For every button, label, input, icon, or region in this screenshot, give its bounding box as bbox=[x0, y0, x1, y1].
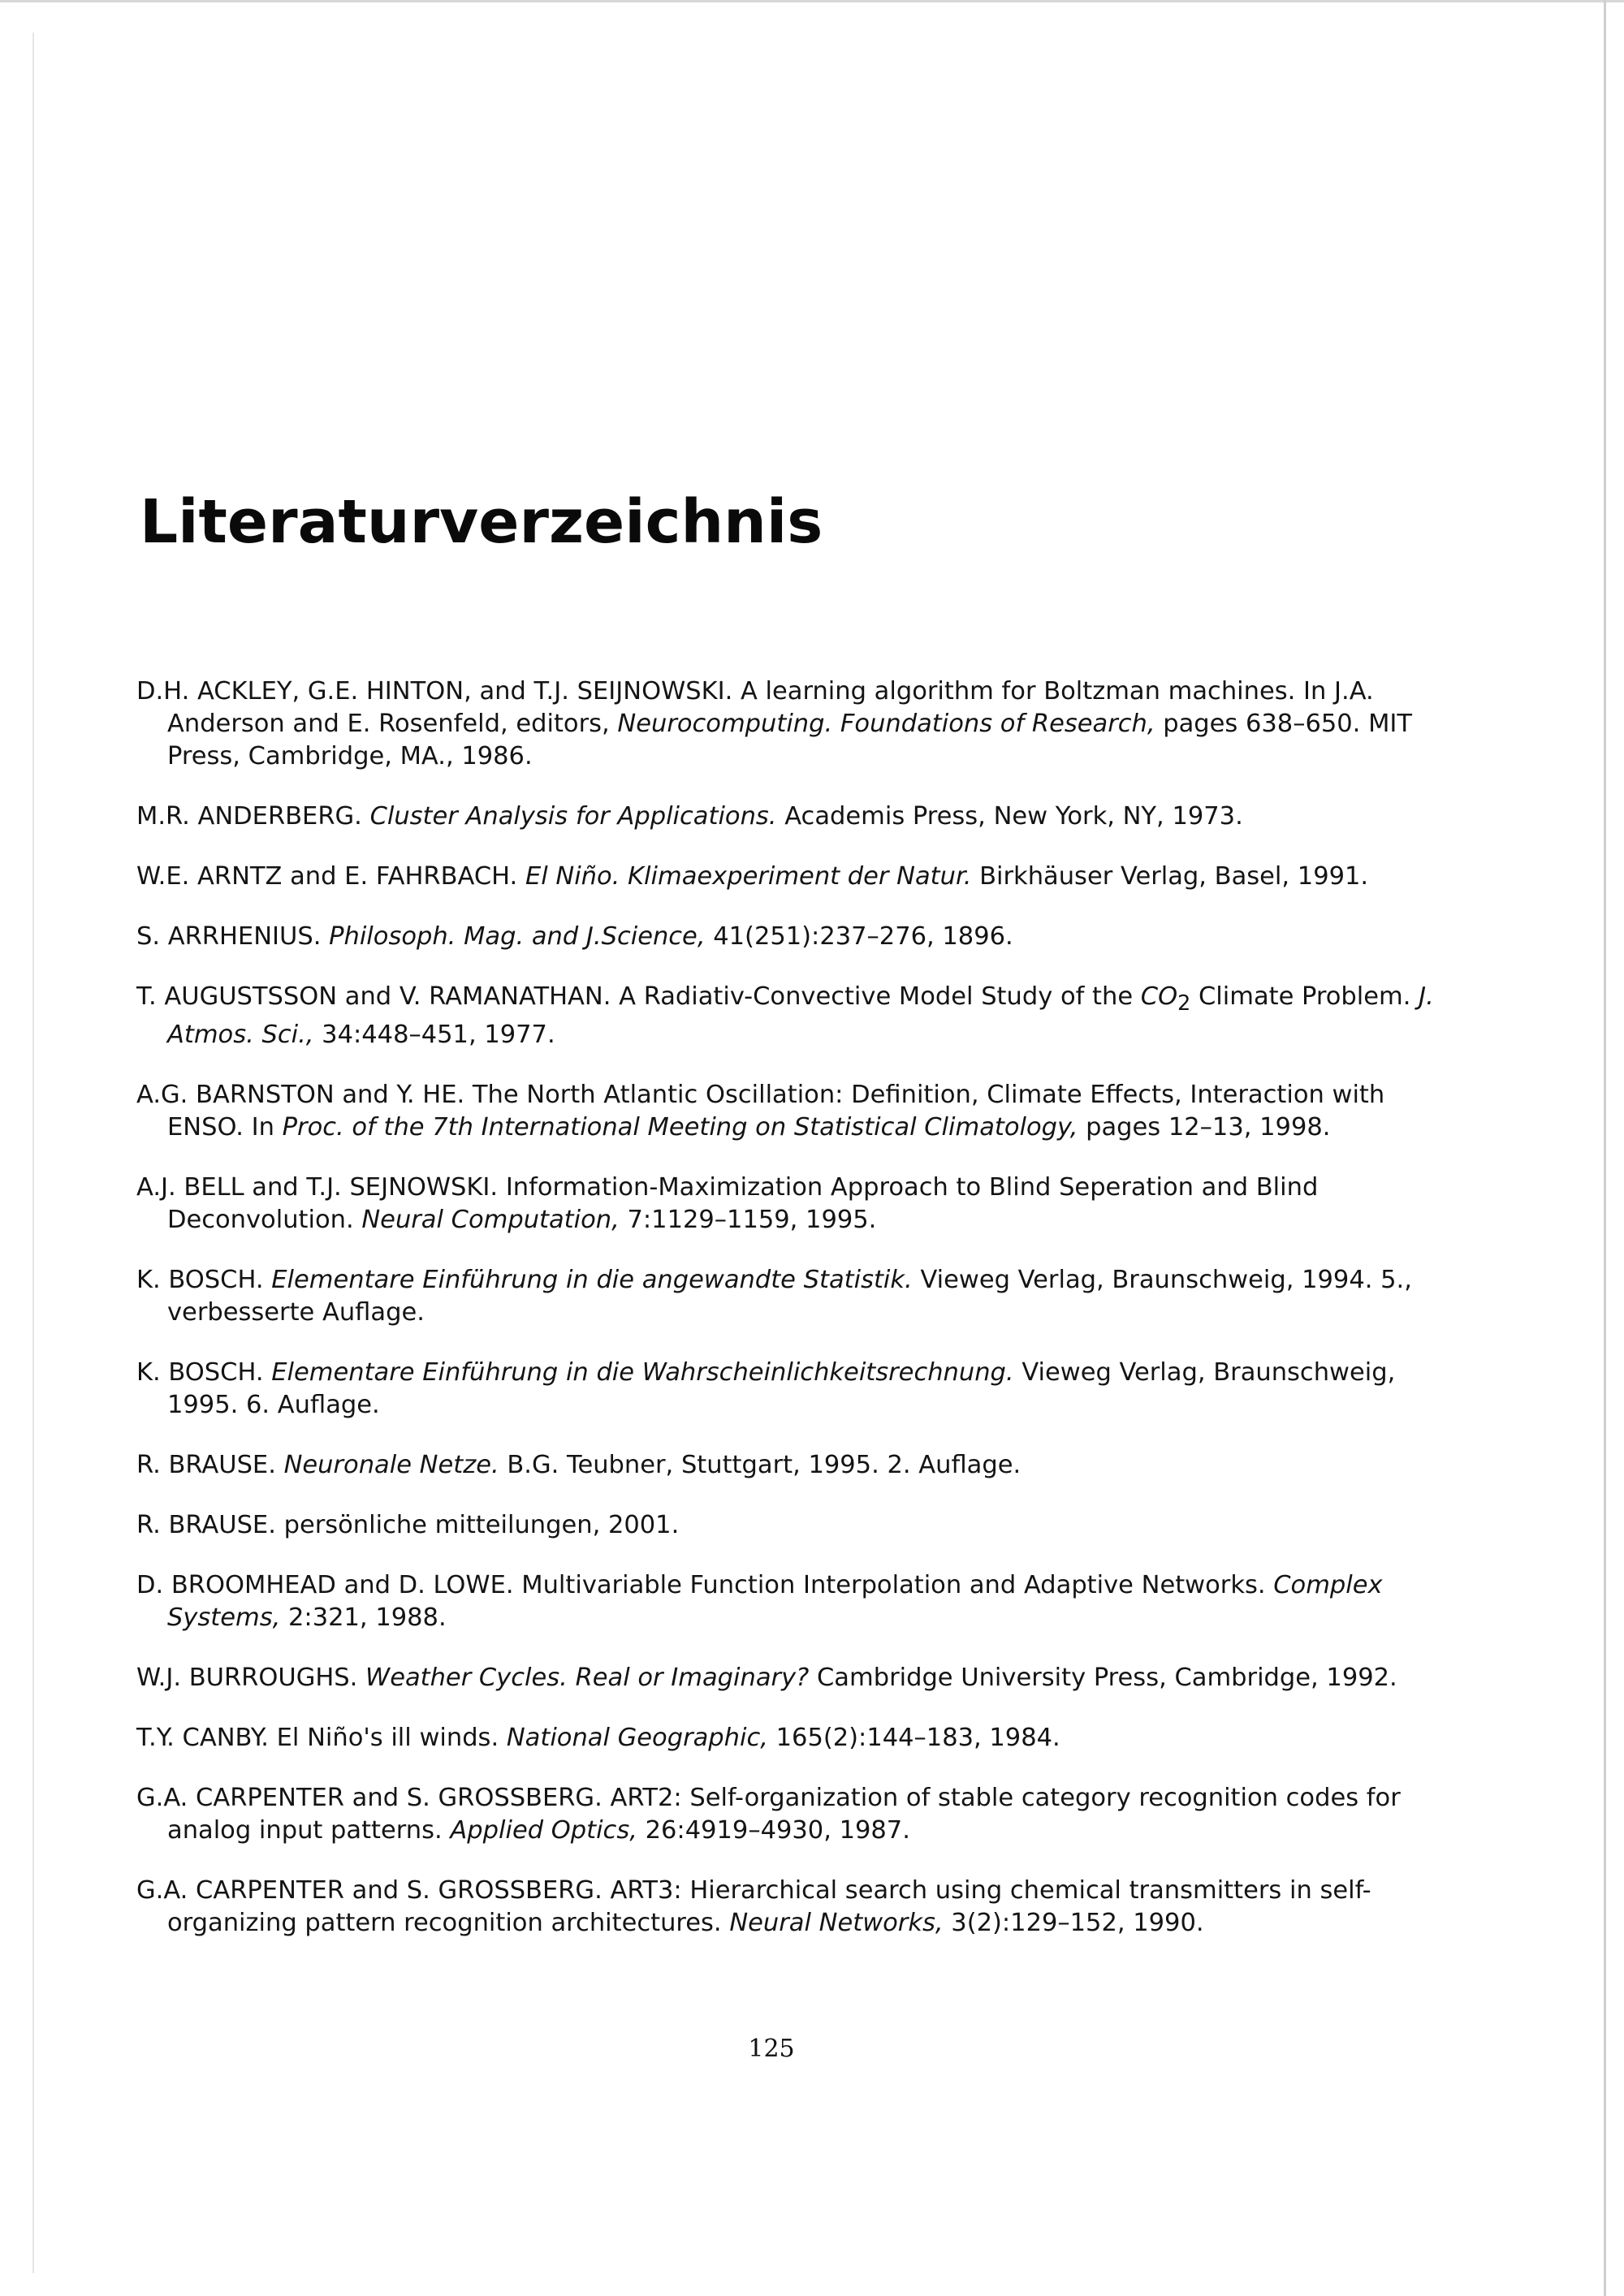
ref-authors: K. BOSCH. bbox=[136, 1266, 264, 1295]
ref-details: 41(251):237–276, 1896. bbox=[713, 922, 1013, 951]
ref-text-2: Climate Problem. bbox=[1198, 982, 1411, 1011]
ref-italic: Weather Cycles. Real or Imaginary? bbox=[365, 1664, 810, 1693]
reference-entry bbox=[136, 1449, 1436, 1482]
ref-details: 165(2):144–183, 1984. bbox=[775, 1724, 1060, 1753]
ref-text: The North Atlantic Oscillation: Definition, Climate Effects, Interaction with ENSO. In bbox=[167, 1081, 1385, 1142]
ref-authors: W.E. ARNTZ and E. FAHRBACH. bbox=[136, 862, 518, 891]
ref-authors: R. BRAUSE. bbox=[136, 1511, 276, 1540]
ref-details: pages 12–13, 1998. bbox=[1086, 1113, 1331, 1142]
reference-entry bbox=[136, 801, 1436, 833]
ref-italic: Neural Networks, bbox=[729, 1909, 944, 1938]
reference-list bbox=[136, 675, 1436, 1967]
page-number: 125 bbox=[748, 2035, 795, 2063]
ref-text: A Radiativ-Convective Model Study of the bbox=[619, 982, 1134, 1011]
scan-edge-right bbox=[1604, 0, 1606, 2296]
ref-text: El Niño's ill winds. bbox=[276, 1724, 499, 1753]
reference-entry bbox=[136, 921, 1436, 953]
ref-authors: K. BOSCH. bbox=[136, 1358, 264, 1388]
ref-details: 2:321, 1988. bbox=[288, 1603, 447, 1633]
ref-authors: G.A. CARPENTER and S. GROSSBERG. bbox=[136, 1876, 603, 1905]
ref-details: 3(2):129–152, 1990. bbox=[951, 1909, 1204, 1938]
ref-italic: Neurocomputing. Foundations of Research, bbox=[617, 710, 1155, 738]
ref-authors: D. BROOMHEAD and D. LOWE. bbox=[136, 1571, 514, 1600]
ref-details: Vieweg Verlag, Braunschweig, 1995. 6. Auflage. bbox=[167, 1358, 1396, 1420]
ref-formula: CO bbox=[1140, 982, 1178, 1011]
ref-text: Multivariable Function Interpolation and Adaptive Networks. bbox=[521, 1571, 1266, 1600]
ref-details: 26:4919–4930, 1987. bbox=[645, 1816, 910, 1845]
reference-entry bbox=[136, 1079, 1436, 1144]
reference-entry bbox=[136, 1782, 1436, 1847]
ref-italic: Neuronale Netze. bbox=[283, 1451, 499, 1480]
ref-italic: El Niño. Klimaexperiment der Natur. bbox=[525, 862, 972, 891]
ref-text: persönliche mitteilungen, 2001. bbox=[283, 1511, 680, 1540]
ref-authors: G.A. CARPENTER and S. GROSSBERG. bbox=[136, 1784, 603, 1813]
ref-authors: A.G. BARNSTON and Y. HE. bbox=[136, 1081, 465, 1110]
ref-text: A learning algorithm for Boltzman machines. In J.A. Anderson and E. Rosenfeld, editors, bbox=[167, 677, 1374, 738]
reference-entry bbox=[136, 1357, 1436, 1422]
ref-italic: Complex Systems, bbox=[167, 1571, 1383, 1633]
ref-details: Cambridge University Press, Cambridge, 1992. bbox=[817, 1664, 1397, 1693]
ref-details: 7:1129–1159, 1995. bbox=[627, 1206, 877, 1235]
ref-italic: Applied Optics, bbox=[450, 1816, 637, 1845]
ref-italic: Elementare Einführung in die angewandte Statistik. bbox=[271, 1266, 913, 1295]
ref-italic: National Geographic, bbox=[506, 1724, 768, 1753]
reference-entry bbox=[136, 861, 1436, 893]
ref-authors: T.Y. CANBY. bbox=[136, 1724, 269, 1753]
reference-entry bbox=[136, 1875, 1436, 1940]
ref-details: Academis Press, New York, NY, 1973. bbox=[784, 802, 1243, 831]
ref-authors: W.J. BURROUGHS. bbox=[136, 1664, 358, 1693]
ref-italic: Proc. of the 7th International Meeting on Statistical Climatology, bbox=[282, 1113, 1078, 1142]
ref-italic: Cluster Analysis for Applications. bbox=[369, 802, 777, 831]
scan-edge-left bbox=[32, 32, 34, 2273]
ref-italic: Elementare Einführung in die Wahrscheinlichkeitsrechnung. bbox=[271, 1358, 1014, 1388]
scan-edge-top bbox=[0, 0, 1624, 2]
reference-entry bbox=[136, 1569, 1436, 1634]
reference-entry bbox=[136, 675, 1436, 773]
ref-details: pages 638–650. MIT Press, Cambridge, MA., 1986. bbox=[167, 710, 1413, 770]
ref-details: B.G. Teubner, Stuttgart, 1995. 2. Auflage. bbox=[507, 1451, 1021, 1480]
ref-details: Vieweg Verlag, Braunschweig, 1994. 5., verbesserte Auflage. bbox=[167, 1266, 1412, 1327]
ref-details: 34:448–451, 1977. bbox=[322, 1021, 555, 1050]
reference-entry bbox=[136, 1722, 1436, 1754]
ref-authors: A.J. BELL and T.J. SEJNOWSKI. bbox=[136, 1173, 499, 1202]
ref-formula-subscript: 2 bbox=[1177, 990, 1191, 1016]
ref-text: ART2: Self-organization of stable category recognition codes for analog input patterns. bbox=[167, 1784, 1401, 1845]
reference-entry bbox=[136, 1264, 1436, 1329]
reference-entry bbox=[136, 1172, 1436, 1236]
ref-italic: Philosoph. Mag. and J.Science, bbox=[329, 922, 706, 951]
ref-text: ART3: Hierarchical search using chemical transmitters in self-organizing pattern recognition architectures. bbox=[167, 1876, 1371, 1938]
reference-entry bbox=[136, 981, 1436, 1051]
reference-entry bbox=[136, 1509, 1436, 1542]
ref-authors: D.H. ACKLEY, G.E. HINTON, and T.J. SEIJNOWSKI. bbox=[136, 677, 733, 706]
ref-italic: J. Atmos. Sci., bbox=[167, 982, 1434, 1050]
ref-authors: S. ARRHENIUS. bbox=[136, 922, 322, 951]
ref-text: Information-Maximization Approach to Blind Seperation and Blind Deconvolution. bbox=[167, 1173, 1319, 1235]
reference-entry bbox=[136, 1662, 1436, 1694]
ref-details: Birkhäuser Verlag, Basel, 1991. bbox=[979, 862, 1369, 891]
chapter-title: Literaturverzeichnis bbox=[140, 487, 823, 557]
ref-authors: R. BRAUSE. bbox=[136, 1451, 276, 1480]
ref-authors: M.R. ANDERBERG. bbox=[136, 802, 362, 831]
ref-italic: Neural Computation, bbox=[361, 1206, 620, 1235]
ref-authors: T. AUGUSTSSON and V. RAMANATHAN. bbox=[136, 982, 611, 1011]
